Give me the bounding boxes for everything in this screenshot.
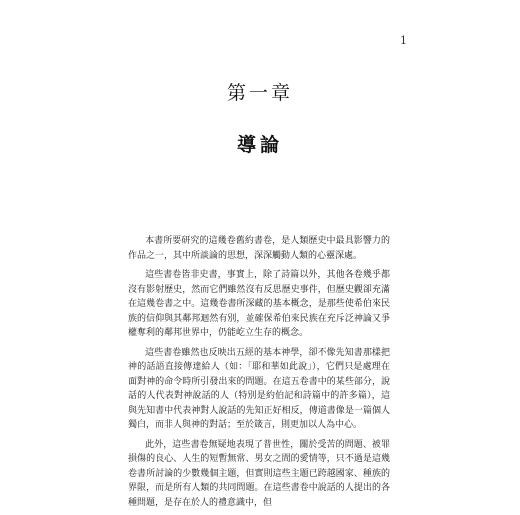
body-text: [128, 234, 390, 515]
paragraph: 這些書卷雖然也反映出五經的基本神學，卻不像先知書那樣把神的話語直接傳達給人（如：「耶和華如此說」），它們只是處理在面對神的命令時所引發出來的問題。在這五卷書中的某些部分，說話的人代表對神說話的人（特別是約伯記和詩篇中的許多篇），這與先知書中代表神對人說話的先知正好相反，傳道書像是一篇個人獨白，而非人與神的對話；至於箴言，則更加以人為中心。: [128, 347, 390, 430]
page-number: 1: [400, 34, 407, 47]
paragraph: 此外，這些書卷無疑地表現了普世性，關於受苦的問題、被罪損傷的良心、人生的短暫無常、男女之間的愛情等，只不過是這幾卷書所討論的少數幾個主題，但實則這些主題已跨越國家、種族的界限，而是所有人類的共同問題。在這些書卷中說話的人提出的各種問題，是存在於人的禮意識中，但: [128, 439, 390, 508]
paragraph: 本書所要研究的這幾卷舊約書卷，是人類歷史中最具影響力的作品之一，其中所談論的思想，深深觸動人類的心靈深處。: [128, 236, 390, 261]
chapter-title: 第一章: [226, 82, 293, 104]
section-title: 導論: [236, 134, 283, 156]
paragraph: 這些書卷皆非史書，事實上，除了詩篇以外，其他各卷幾乎都沒有影射歷史，然而它們雖然沒有反思歷史事件，但歷史觀卻充滿在這幾卷書之中。這幾卷書所深藏的基本概念，是那些使希伯來民族的信仰與其鄰邦迴然有別，並確保希伯來民族在充斥泛神論又爭權奪利的鄰邦世界中，仍能屹立生存的概念。: [128, 270, 390, 338]
